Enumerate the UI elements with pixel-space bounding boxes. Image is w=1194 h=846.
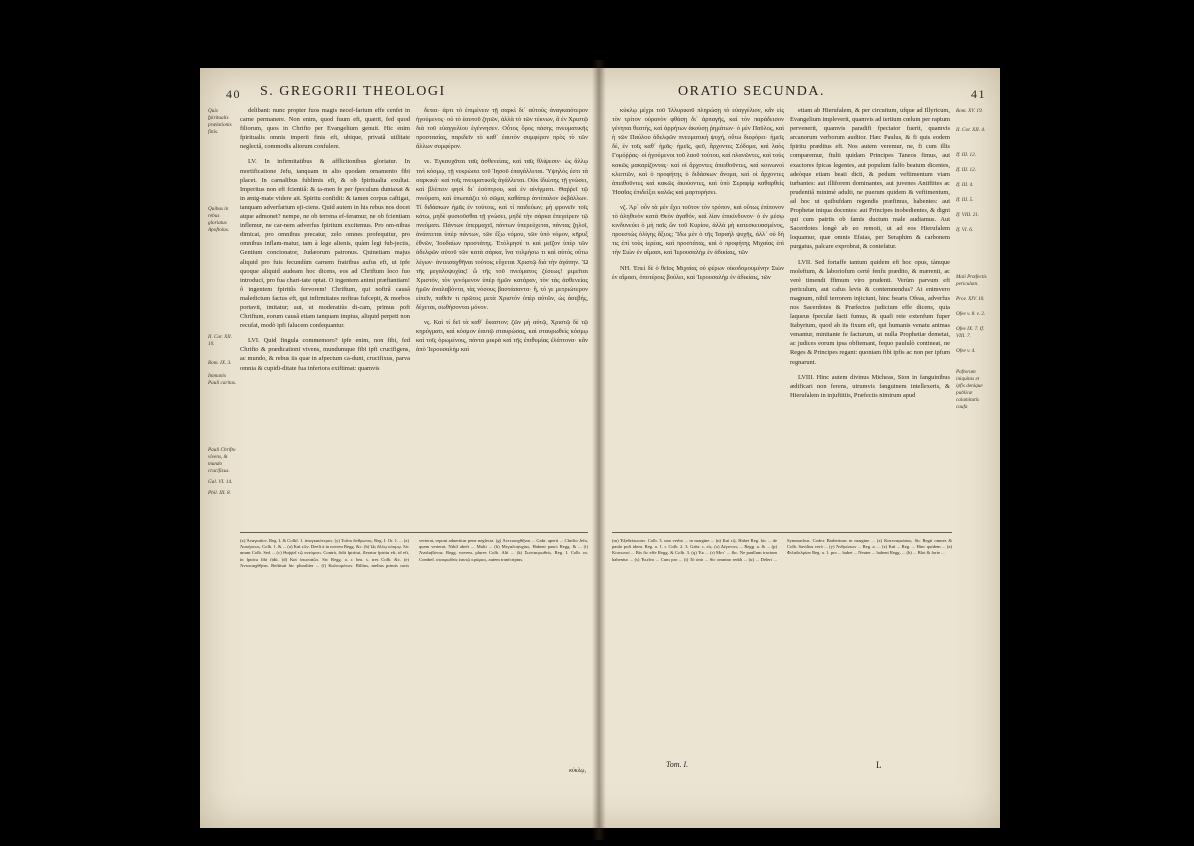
margin-note: Ofee v. 4. xyxy=(956,348,976,354)
right-page xyxy=(606,80,990,820)
left-latin-column xyxy=(240,106,410,526)
right-page-number: 41 xyxy=(971,87,986,101)
latin-paragraph: LVIII. Hinc autem divinus Micheas, Sion in fanguinibus ædificari non ferens, utrumvis fanguinem intellexeris, & Hierufalem in injuftitiis, Præfectis nimirum apud xyxy=(790,373,950,399)
right-running-title: ORATIO SECUNDA. xyxy=(678,84,825,99)
margin-note: Mali Præfectis periculum. xyxy=(956,274,987,287)
left-margin-notes xyxy=(208,108,238,567)
left-page xyxy=(208,80,592,820)
margin-note: Immanis Pauli caritas. xyxy=(208,373,237,386)
footnote-rule xyxy=(612,532,952,533)
margin-note: Paftorum iniquitas et ipfis denique publicæ calamitatis caufa xyxy=(956,369,983,410)
greek-paragraph: δεται· ἀρτι τὸ ἐπιμένειν τῇ σαρκὶ δι᾽ αὐτοὺς ἀναγκαιότερον ἡγούμενος· οὐ τὸ ἑαυτοῦ ζητῶν, ἀλλὰ τὸ τῶν τέκνων, ἃ ἐν Χριστῷ διὰ τοῦ εὐαγγελίου ἐγέννησεν. Οὗτος ὅρος πάσης πνευματικῆς προστασίας, παριδεῖν τὸ καθ᾽ ἑαυτὸν συμφέρον πρὸς τὸ τῶν ἄλλων συμφέρον. xyxy=(416,107,588,151)
margin-note: If. III. 12. xyxy=(956,167,977,173)
margin-note: Phil. III. 8. xyxy=(208,490,231,496)
margin-note: Gal. VI. 14. xyxy=(208,479,233,485)
latin-paragraph: LV. In infirmitatibus & afflictionibus gloriatur. In mortificatione Jefu, tanquam in alio quodam ornamento fibi placet. In carnalibus fublimis eft, & ob fpiritualia exultat. Imperitus non eft fcientiâ: & ta-men fe per fpeculum duntaxat & in ænig-mate videre ait. Spiritu confidit: & tamen corpus caftigat, tanquam adverfarium eji-ciens. Quid autem in his rebus nos docet atque admonet? nempe, ne ob terrena ef-feramur, ne ob fcientiam inflemur, ne car-nem adverfus fpiritum excitemus. Pro om-nibus dimicat, pro omnibus precatur, zelo omnes profequitur, pro omnibus inflam-matur, tam à lege alienis, quàm legi fub-jectis, Gentium concionator, Judæorum patronus. Quinetiam majus aliquid pro fuis fecundùm carnem fratribus aufus eft, ut ipfe quoque aliquid audeam hoc dicens, eos ad Chriftum loco fuo introduci, pro fua chari-tate optat. O ingentem animi præftantiam! ô ingentem fpiritûs fervorem! Chriftum, qui noftrâ causâ maledictum factus eft, qui infirmitates noftras fufcepit, & morbos portavit, imitatur; aut, ut moderatiùs di-cam, primus poft Chriftum, eorum causâ etiam tanquam impius, aliquid perpeti non recufat, modò ipfi falucem confequantur. xyxy=(240,158,410,330)
margin-note: II. Cor. XII. 4. xyxy=(956,127,986,133)
book-gutter xyxy=(592,60,606,840)
latin-paragraph: delibant: nunc propter fuos magis necef-farium effe cenfet in carne permanere. Non enim, quod fuum eft, quærit, fed quod filiorum, quos in Chrifto per Evangelium genuit. Hic enim fpiritualis omnis imperii finis eft, ubique, privatâ utilitate neglectâ, commodis aliorum confulere. xyxy=(240,107,410,151)
margin-note: Prov. XIV. 10. xyxy=(956,296,985,302)
margin-note: Ofee IX. 7. If. VIII. 7. xyxy=(956,326,985,339)
right-margin-notes xyxy=(956,108,988,481)
margin-note: If. III. 4. xyxy=(956,182,974,188)
greek-paragraph: ΝΗ. Ἐπεὶ δὲ ὁ θεῖος Μιχαίας οὐ φέρων οἰκοδομουμένην Σιὼν ἐν αἵμασι, ὁποτέροις βούλει, καὶ Ἱερουσαλὴμ ἐν ἀδικίαις, τῶν xyxy=(612,264,784,281)
margin-note: Ofee v. 8. v. 2. xyxy=(956,311,986,317)
left-catchword: κύκλῳ, xyxy=(569,768,586,774)
left-running-head xyxy=(208,84,592,104)
margin-note: Pauli Chrifto vivens, & mundo crucifixus. xyxy=(208,447,236,474)
greek-paragraph: νζ. Ἀρ᾽ οὖν τὰ μὲν ἔχει τοῦτον τὸν τρόπον, καὶ οὕτως ἐπίπονον τὸ ἀληθινὸν κατὰ Θεὸν ἀγαθόν, καὶ λίαν ἐπικίνδυνον· ὁ ἐν μέσῳ κινδυνεύει ὁ μὴ παῖς ὢν τοῦ Κυρίου, ἀλλὰ μὴ κατεσκευασμένος, προεστὼς ὀλίγης ἄξιος; Ἴδω μὲν ὁ τῆς Ἰσραὴλ ψυχῆς, ἀλλ᾽ οὐ δή τις ἐπὶ τοὺς ἱερέας, καὶ προστάτας, καὶ ὁ προφήτης Μιχαίας ἐπὶ τὴν Σιὼν ἐν αἵμασι, καὶ Ἱερουσαλὴμ ἐν ἀδικίαις, τῶν xyxy=(612,203,784,257)
signature-letter: L xyxy=(876,760,882,770)
left-footnotes: (x) Ἀναγκαῖον. Reg. I. & Colbf. 1. ἀναγκαιότερον. (y) Τοῦτο ἄνθρωπος. Reg. I. Or. 1. ... (z) Ἀσκήσεως. Colb. 1. & ... (a) Καὶ τῶν. Deeft à in novem Regg. &c. (b) Ὡς ἄλλῳ κόσμῳ. Sic unum Colb. Sed ... (c) Θαῤῥεῖ τῷ πνεύματι. Contrà, fidit fpiritui, fleratur fpiritu eft, id eft, in fpiritu fibi fidit. (d) Καὶ ὑπωπιάζει. Sic Regg. a. r. bm. s. tres Colb. &c. (e) Ἀντεισαχθῆναι. Reftituti hic pluraliter ... (f) Καλουμένων. Billius, melius primis curis verterat, reponi aduertitur pene neglecta. (g) Ἀντεισαχθῆναι ... Gabr. aperit ... Chrifto Jefu, quem verterat. Nihil abeft ... Multi ... (h) Μεγαλοψυχίας. Habent pauci Regg. & ... (i) Ἀναλαβόντα. Regg. novem, plures Colb. Alii ... (k) Συσταυρωθείς. Reg. I. Colb. m. Combef. σταυρωθεὶς ἐαυτῷ κρύφιος, autem tranfcriptus. xyxy=(240,538,588,568)
footnote-rule xyxy=(240,532,588,533)
margin-note: Quibus in rebus gloriatus Apoftolus. xyxy=(208,206,230,233)
greek-paragraph: νε. Ἐγκαυχᾶται ταῖς ἀσθενείαις, καὶ ταῖς θλίψεσιν· ὡς ἄλλῳ τινὶ κόσμῳ, τῇ νεκρώσει τοῦ Ἰησοῦ ἐπαγάλλεται. Ὑψηλός ἐστι τὰ σαρκικά· καὶ τοῖς πνευματικοῖς ἀγάλλεται. Οὐκ ἰδιώτης τῇ γνώσει, καὶ βλέπειν φησὶ δι᾽ ἐσόπτρου, καὶ ἐν αἰνίγματι. Θαῤῥεῖ τῷ πνεύματι, καὶ ὑπωπιάζει τὸ σῶμα, καθάπερ ἀντίπαλον ἐκβάλλων. Τί διδάσκων ἡμᾶς ἐν τούτοις, καὶ τί παιδεύων; μὴ φρονεῖν τοῖς κάτω, μηδὲ φυσιοῦσθαι τῇ γνώσει, μηδὲ τὴν σάρκα ἐπεγείρειν τῷ πνεύματι. Πάντων ὑπερμαχεῖ, πάντων ὑπερεύχεται, πάντας ζηλοῖ, ἀνάπτεται ὑπὲρ πάντων, τῶν ἔξω νόμου, τῶν ὑπὸ νόμον, κῆρυξ ἐθνῶν, Ἰουδαίων προστάτης. Ἐτόλμησέ τι καὶ μεῖζον ὑπὲρ τῶν ἀδελφῶν αὐτοῦ τῶν κατὰ σάρκα, ἵνα τολμήσω τι καὶ αὐτὸς οὕτω λέγων· ἀντεισαχθῆναι τούτοις εὔχεται Χριστῷ διὰ τὴν ἀγάπην. Ὢ τῆς μεγαλοψυχίας! ὢ τῆς τοῦ πνεύματος ζέσεως! μιμεῖται Χριστόν, τὸν γενόμενον ὑπὲρ ἡμῶν κατάραν, τὸν τὰς ἀσθενείας ἡμῶν ἀναλαβόντα, τὰς νόσους βαστάσαντα· ἢ, τό γε μετριώτερον εἰπεῖν, παθεῖν τι πρῶτος μετὰ Χριστὸν ὑπὲρ αὐτῶν, ὡς ἀσεβής, δέχεται, σωθήσονται μόνον. xyxy=(416,158,588,311)
left-greek-column xyxy=(416,106,588,526)
right-footnotes: (m) Ἐξεθείπωσαν. Colb. 3. uno verbo ... in margine ... (n) Καὶ τῷ. Habet Reg. hic ... de paulo poft idem. Reg. a. 1. r. Colb. 2. 3. Gabr. c. εἰς. (o) Δέγοντες ... Regg. a. & ... (p) Κοινωνοί ... Bis fic effe Regg. & Colb. 3. (q) Ἐκ ... (r) Μετ᾽ ... &c. Ne paullum tractum habentur ... (s) Ἐκεῖνο ... Cum pro ... (t) Τό ἀπὸ ... Sic omnino reddi ... (u) ... Deleri ... Symmachus. Codex Barberinus in margine ... (x) Κατεναγκάσας. Sic Regii omnes & Colb. Savilius verò ... (y) Ἀνθρώπων ... Reg. a. ... (z) Καὶ ... Reg. ... Hinc quidem ... (a) Φιλαδελφίαν Reg. a. 1. pro ... babet ... Neuter ... habent Regg. ... (b) ... Blot & forte ... xyxy=(612,538,952,562)
left-running-title: S. GREGORII THEOLOGI xyxy=(260,84,446,99)
margin-note: Rom. XV. 19. xyxy=(956,108,983,114)
greek-paragraph: νς. Καὶ τί δεῖ τὰ καθ᾽ ἕκαστον; ζῶν μὴ αὐτῷ, Χριστῷ δὲ τῷ κηρύγματι, καὶ κόσμον ἑαυτῷ σταυρώσας, καὶ σταυρωθεὶς κόσμῳ καὶ τοῖς ὁρωμένοις, πάντα μικρὰ καὶ τῆς ἐπιθυμίας ἐλάττονα· κἂν ἀπὸ Ἱερουσαλὴμ καὶ xyxy=(416,319,588,354)
right-greek-column xyxy=(612,106,784,526)
margin-note: If. VI. 6. xyxy=(956,227,974,233)
right-latin-column xyxy=(790,106,950,526)
right-running-head xyxy=(606,84,990,104)
latin-paragraph: LVI. Quid fingula commemoro? ipfe enim, non fibi, fed Chrifto & prædicationi vivens, mundumque fibi ipfi crucifigens, ac mundo, & rebus iis quæ in afpectum ca-dunt, crucifixus, parva omnia & cupidi-ditate fua inferiora exiftimat: quamvis xyxy=(240,337,410,372)
margin-note: Quis fpiritualis prælationis finis. xyxy=(208,108,232,135)
greek-paragraph: κύκλῳ μέχρι τοῦ Ἰλλυρικοῦ πληρώσῃ τὸ εὐαγγέλιον, κἂν εἰς τὸν τρίτον οὐρανὸν φθάσῃ δι᾽ ἁρπαγῆς, καὶ τὸν παράδεισον γένηται θεατής, καὶ ἀρρήτων ἀκούσῃ ῥημάτων· ὁ μὲν Παῦλος, καὶ ἡ τῶν Παύλου ἀδελφῶν πνευματική ψυχή, οὕτω διεφόρει· ἡμεῖς δέ, ἐν τοῖς καθ᾽ ἡμᾶς· ἡμεῖς, φεῦ, ἄρχοντες Σόδομα, καὶ λαὸς Γομόῤῥας· οἱ ἡγούμενοι τοῦ λαοῦ τούτου, καὶ πλανῶντες, καὶ τοὺς κακῶς μακαρίζοντας· καὶ οἱ ἄρχοντες ἀπειθοῦντες, καὶ κοινωνοὶ κλεπτῶν, καὶ ὁ προφήτης ὁ διδάσκων ἄνομα, καὶ οἱ ἄρχοντες ἀπειθοῦντες καὶ κακῶς ἀκούοντες, καὶ ὑπὸ Σεραφὶμ καθαρθεὶς Ἡσαΐας ἐπιδείξει καλῶς καὶ μαρτυρήσει. xyxy=(612,107,784,196)
latin-paragraph: LVII. Sed fortaffe tantum quidem eft hoc opus, tàmque moleftum, & laboriofum certè fenfu prædito, & mærenti, ac verè timendi ffimum viro prudenti. Verùm parvum eft periculum, aut cafus levis & contemnendus? At enimvero magnum, nihil terrorem injiciunt, hinc bearis Ofeas, adverfus nos Sacerdotes & Præfectos judicium effe dicens, quia laqueus fpeculæ facti fumus, & quafi rete extenfum fuper Itabyrium, quod ab iis fixum eft, qui humanis venatu animas venantur, minitante fe facturum, ut nulla Prophetiæ demetat, ac judices eorum ipsa obfiemant, fequo paululò contineat, ne Reges & Principes regant: quoniam fibi ipfis ac non per ipfum regnarunt. xyxy=(790,258,950,366)
margin-note: If. III. 5. xyxy=(956,197,974,203)
margin-note: If. III. 12. xyxy=(956,152,977,158)
margin-note: If. VIII. 21. xyxy=(956,212,980,218)
margin-note: Rom. IX. 3. xyxy=(208,360,232,366)
margin-note: II. Cor. XII. 10. xyxy=(208,334,233,347)
signature-mark: Tom. I. xyxy=(666,760,689,769)
latin-paragraph: etiam ab Hierufalem, & per circuitum, ufque ad Illyricum, Evangelium impleverit, quamvis ad tertium cœlum per raptum pervenerit, quamvis paradifi fpectator fuerit, quamvis arcanorum verborum auditor. Hæc Paulus, & fi quis eodem fpiritu præditus eft. Nos autem veremur, ne, fi cum illis comparemur, ftulti quidam Principes Taneos fimus, aut exactores fpicas legentes, aut populum falfo beatum dicentes, adeòque etiam beati dicti, & pedum veftimentum viam turbantes: aut illiforem dominantes, aut juvenes Antiftites ac prudentiâ minimè adulti, ne puerum quidem & veftimentum, ad hoc ut quibufdam regendis præfimus, habentes: aut Prophetæ iniqua docentes: aut Principes inobedientes, & digni qui cum patriis ob famis ductum male audiamus. Aut Sacerdotes longè ab eo remoti, ut ad eos Hierufalem loquamur, quæ omnis Efaias, per Seraphim & carbonem purgatus, palcare exprobrat, & contefatur. xyxy=(790,107,950,251)
left-page-number: 40 xyxy=(226,87,241,101)
